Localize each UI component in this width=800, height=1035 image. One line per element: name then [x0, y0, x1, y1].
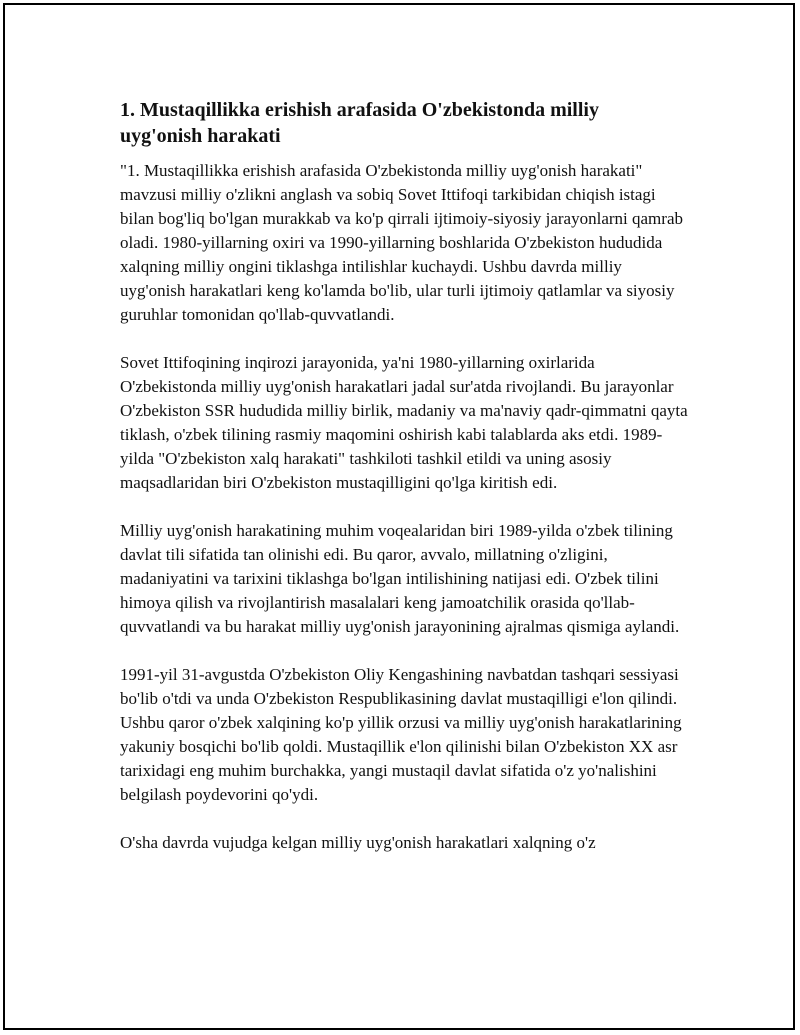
paragraph-1: "1. Mustaqillikka erishish arafasida O'zbekistonda milliy uyg'onish harakati" mavzusi milliy o'zlikni anglash va sobiq Sovet Ittifoqi tarkibidan chiqish istagi bilan bog'liq bo'lgan murakkab va ko'p qirrali ijtimoiy-siyosiy jarayonlarni qamrab oladi. 1980-yillarning oxiri va 1990-yillarning boshlarida O'zbekiston hududida xalqning milliy ongini tiklashga intilishlar kuchaydi. Ushbu davrda milliy uyg'onish harakatlari keng ko'lamda bo'lib, ular turli ijtimoiy qatlamlar va siyosiy guruhlar tomonidan qo'llab-quvvatlandi.: [120, 161, 683, 324]
document-body: [120, 97, 690, 879]
document-title: 1. Mustaqillikka erishish arafasida O'zbekistonda milliy uyg'onish harakati: [120, 99, 599, 147]
paragraph-4: 1991-yil 31-avgustda O'zbekiston Oliy Kengashining navbatdan tashqari sessiyasi bo'lib o'tdi va unda O'zbekiston Respublikasining davlat mustaqilligi e'lon qilindi. Ushbu qaror o'zbek xalqining ko'p yillik orzusi va milliy uyg'onish harakatlarining yakuniy bosqichi bo'lib qoldi. Mustaqillik e'lon qilinishi bilan O'zbekiston XX asr tarixidagi eng muhim burchakka, yangi mustaqil davlat sifatida o'z yo'nalishini belgilash poydevorini qo'ydi.: [120, 665, 682, 804]
paragraph-3: Milliy uyg'onish harakatining muhim voqealaridan biri 1989-yilda o'zbek tilining davlat tili sifatida tan olinishi edi. Bu qaror, avvalo, millatning o'zligini, madaniyatini va tarixini tiklashga bo'lgan intilishining natijasi edi. O'zbek tilini himoya qilish va rivojlantirish masalalari keng jamoatchilik orasida qo'llab-quvvatlandi va bu harakat milliy uyg'onish jarayonining ajralmas qismiga aylandi.: [120, 521, 680, 636]
paragraph-5: O'sha davrda vujudga kelgan milliy uyg'onish harakatlari xalqning o'z: [120, 833, 596, 852]
page-frame: [3, 3, 795, 1030]
paragraph-2: Sovet Ittifoqining inqirozi jarayonida, ya'ni 1980-yillarning oxirlarida O'zbekistonda milliy uyg'onish harakatlari jadal sur'atda rivojlandi. Bu jarayonlar O'zbekiston SSR hududida milliy birlik, madaniy va ma'naviy qadr-qimmatni qayta tiklash, o'zbek tilining rasmiy maqomini oshirish kabi talablarda aks etdi. 1989-yilda "O'zbekiston xalq harakati" tashkiloti tashkil etildi va uning asosiy maqsadlaridan biri O'zbekiston mustaqilligini qo'lga kiritish edi.: [120, 353, 688, 492]
